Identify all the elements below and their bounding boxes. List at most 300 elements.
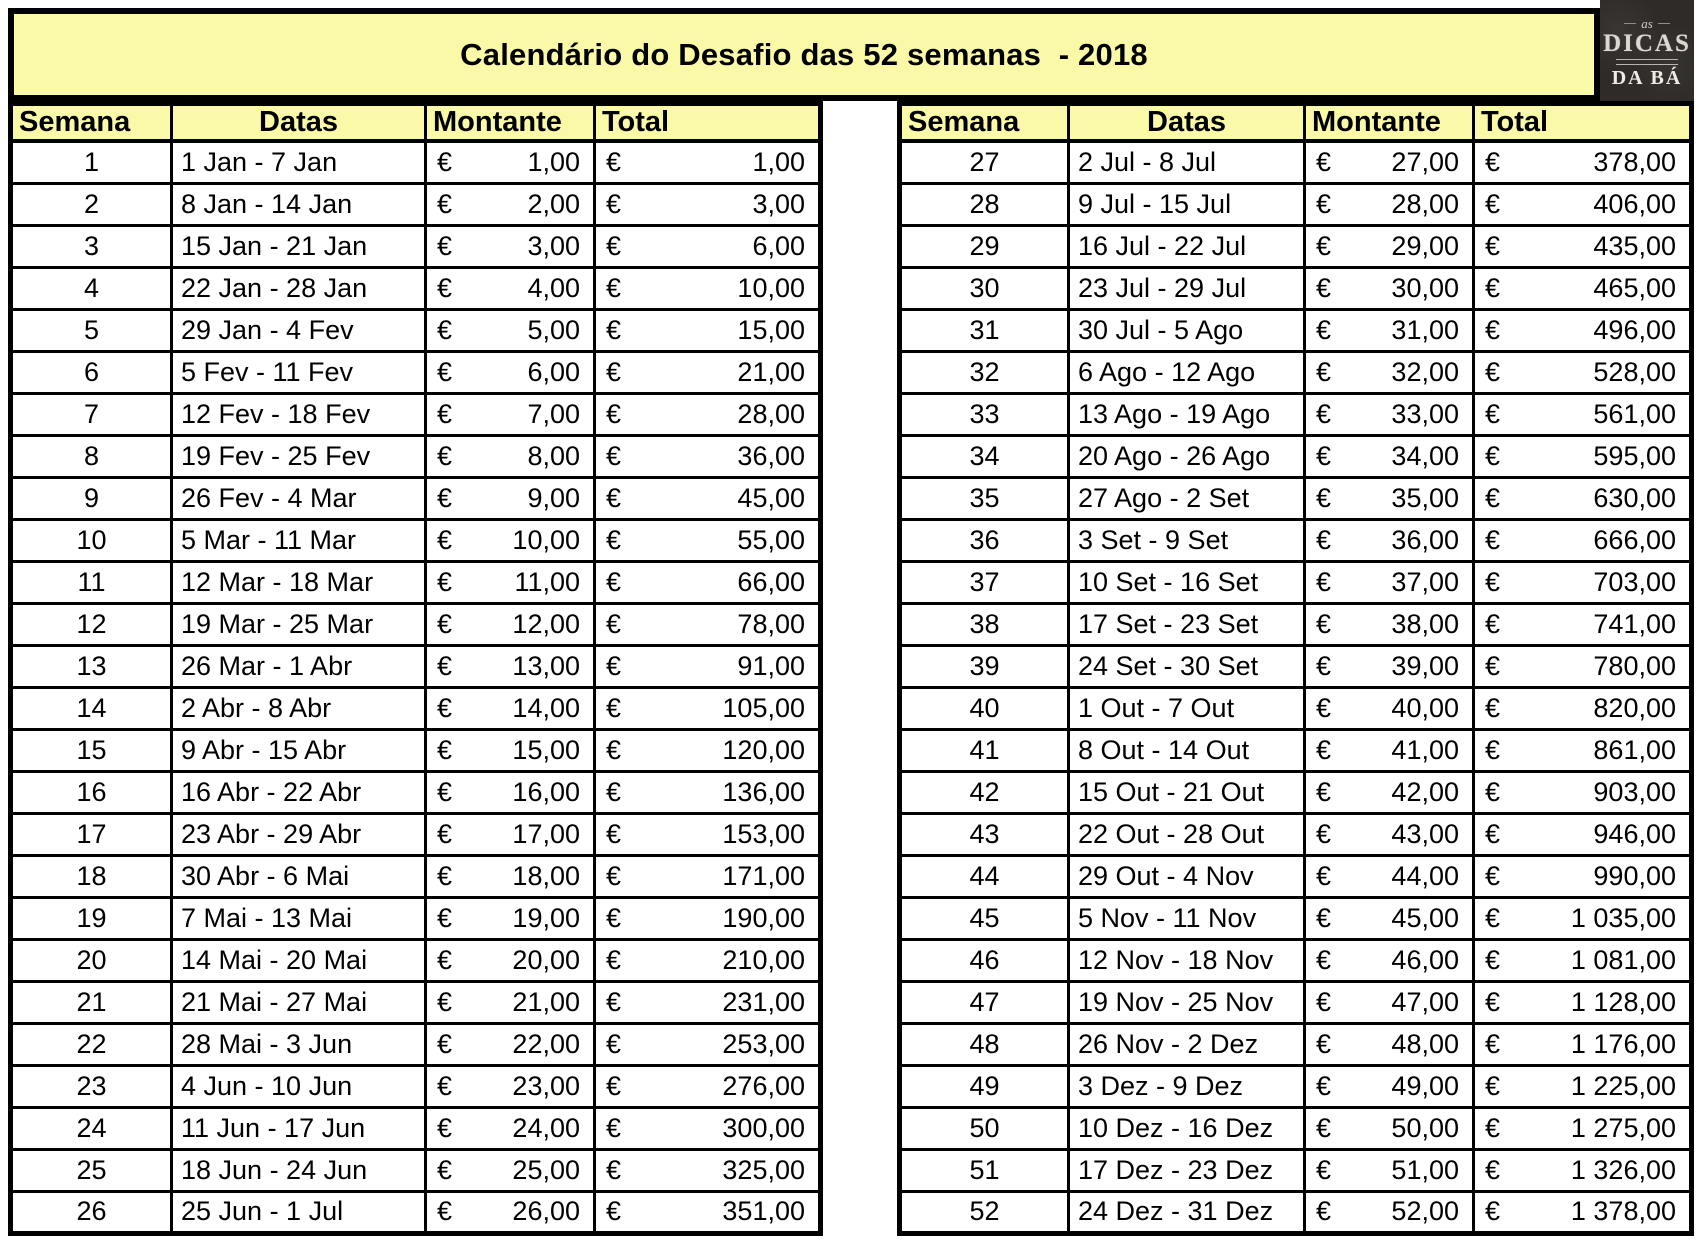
- table-row: [900, 855, 1692, 897]
- table-row: [11, 1065, 821, 1107]
- amount-value: 38,00: [1391, 608, 1459, 639]
- euro-sign: €: [1485, 398, 1501, 429]
- column-header-datas: Datas: [172, 104, 426, 142]
- week-number-cell: 49: [900, 1065, 1069, 1107]
- week-number-cell: 22: [11, 1023, 172, 1065]
- total-cell: [1474, 1065, 1692, 1107]
- total-cell: [1474, 267, 1692, 309]
- week-number-cell: 19: [11, 897, 172, 939]
- week-number-cell: 42: [900, 771, 1069, 813]
- table-row: [11, 267, 821, 309]
- montante-cell: [426, 393, 595, 435]
- euro-sign: €: [1485, 608, 1501, 639]
- amount-value: 44,00: [1391, 860, 1459, 891]
- euro-sign: €: [1485, 1070, 1501, 1101]
- week-number-cell: 37: [900, 561, 1069, 603]
- amount-value: 1 326,00: [1570, 1154, 1676, 1185]
- week-number-cell: 44: [900, 855, 1069, 897]
- dates-cell: 14 Mai - 20 Mai: [172, 939, 426, 981]
- table-row: [900, 561, 1692, 603]
- montante-cell: [426, 897, 595, 939]
- montante-cell: [1305, 813, 1474, 855]
- euro-sign: €: [1316, 1028, 1332, 1059]
- table-row: [11, 855, 821, 897]
- euro-sign: €: [437, 944, 453, 975]
- week-number-cell: 23: [11, 1065, 172, 1107]
- dates-cell: 30 Jul - 5 Ago: [1069, 309, 1305, 351]
- table-row: [900, 351, 1692, 393]
- euro-sign: €: [437, 860, 453, 891]
- montante-cell: [1305, 1149, 1474, 1191]
- table-row: [900, 1191, 1692, 1233]
- total-cell: [595, 225, 821, 267]
- amount-value: 10,00: [737, 272, 805, 303]
- euro-sign: €: [437, 692, 453, 723]
- amount-value: 190,00: [722, 902, 805, 933]
- table-row: [900, 981, 1692, 1023]
- amount-value: 3,00: [527, 230, 580, 261]
- amount-value: 231,00: [722, 986, 805, 1017]
- montante-cell: [1305, 309, 1474, 351]
- montante-cell: [1305, 561, 1474, 603]
- logo-divider: [1616, 59, 1678, 65]
- amount-value: 34,00: [1391, 440, 1459, 471]
- logo-word-as: as: [1624, 17, 1670, 30]
- dates-cell: 15 Out - 21 Out: [1069, 771, 1305, 813]
- total-cell: [595, 267, 821, 309]
- table-row: [11, 603, 821, 645]
- dates-cell: 29 Out - 4 Nov: [1069, 855, 1305, 897]
- amount-value: 3,00: [752, 188, 805, 219]
- week-number-cell: 8: [11, 435, 172, 477]
- montante-cell: [426, 141, 595, 183]
- euro-sign: €: [606, 482, 622, 513]
- amount-value: 47,00: [1391, 986, 1459, 1017]
- euro-sign: €: [1485, 146, 1501, 177]
- euro-sign: €: [606, 314, 622, 345]
- table-row: [11, 1149, 821, 1191]
- table-row: [11, 729, 821, 771]
- montante-cell: [426, 1023, 595, 1065]
- euro-sign: €: [1316, 356, 1332, 387]
- amount-value: 25,00: [512, 1154, 580, 1185]
- total-cell: [595, 1107, 821, 1149]
- amount-value: 276,00: [722, 1070, 805, 1101]
- dates-cell: 1 Out - 7 Out: [1069, 687, 1305, 729]
- euro-sign: €: [437, 608, 453, 639]
- column-header-datas: Datas: [1069, 104, 1305, 142]
- montante-cell: [1305, 393, 1474, 435]
- table-row: [900, 183, 1692, 225]
- amount-value: 15,00: [737, 314, 805, 345]
- week-number-cell: 36: [900, 519, 1069, 561]
- week-number-cell: 10: [11, 519, 172, 561]
- dates-cell: 3 Dez - 9 Dez: [1069, 1065, 1305, 1107]
- amount-value: 14,00: [512, 692, 580, 723]
- week-number-cell: 18: [11, 855, 172, 897]
- amount-value: 1 378,00: [1570, 1196, 1676, 1226]
- montante-cell: [426, 771, 595, 813]
- euro-sign: €: [437, 524, 453, 555]
- montante-cell: [426, 477, 595, 519]
- total-cell: [1474, 225, 1692, 267]
- amount-value: 16,00: [512, 776, 580, 807]
- amount-value: 15,00: [512, 734, 580, 765]
- column-header-montante: Montante: [426, 104, 595, 142]
- amount-value: 22,00: [512, 1028, 580, 1059]
- euro-sign: €: [606, 1070, 622, 1101]
- total-cell: [1474, 813, 1692, 855]
- amount-value: 45,00: [737, 482, 805, 513]
- week-number-cell: 48: [900, 1023, 1069, 1065]
- montante-cell: [426, 183, 595, 225]
- euro-sign: €: [437, 230, 453, 261]
- table-row: [900, 519, 1692, 561]
- dates-cell: 9 Abr - 15 Abr: [172, 729, 426, 771]
- euro-sign: €: [606, 1154, 622, 1185]
- euro-sign: €: [437, 1028, 453, 1059]
- euro-sign: €: [437, 188, 453, 219]
- amount-value: 105,00: [722, 692, 805, 723]
- table-row: [900, 1107, 1692, 1149]
- table-row: [11, 393, 821, 435]
- week-number-cell: 15: [11, 729, 172, 771]
- total-cell: [1474, 1191, 1692, 1233]
- total-cell: [1474, 687, 1692, 729]
- amount-value: 496,00: [1593, 314, 1676, 345]
- amount-value: 9,00: [527, 482, 580, 513]
- amount-value: 630,00: [1593, 482, 1676, 513]
- logo-word-dicas: DICAS: [1603, 29, 1691, 57]
- amount-value: 4,00: [527, 272, 580, 303]
- euro-sign: €: [1316, 146, 1332, 177]
- montante-cell: [1305, 981, 1474, 1023]
- table-row: [900, 729, 1692, 771]
- table-row: [900, 939, 1692, 981]
- total-cell: [595, 1023, 821, 1065]
- amount-value: 52,00: [1391, 1196, 1459, 1226]
- header-row: [900, 104, 1692, 142]
- amount-value: 36,00: [737, 440, 805, 471]
- euro-sign: €: [1316, 650, 1332, 681]
- amount-value: 300,00: [722, 1112, 805, 1143]
- euro-sign: €: [1316, 230, 1332, 261]
- montante-cell: [1305, 855, 1474, 897]
- euro-sign: €: [1316, 944, 1332, 975]
- table-row: [900, 603, 1692, 645]
- amount-value: 30,00: [1391, 272, 1459, 303]
- logo-word-daba: DA BÁ: [1611, 67, 1683, 90]
- table-row: [11, 1023, 821, 1065]
- amount-value: 1,00: [752, 146, 805, 177]
- amount-value: 741,00: [1593, 608, 1676, 639]
- montante-cell: [1305, 939, 1474, 981]
- amount-value: 49,00: [1391, 1070, 1459, 1101]
- euro-sign: €: [1316, 1196, 1332, 1226]
- euro-sign: €: [1485, 524, 1501, 555]
- euro-sign: €: [437, 650, 453, 681]
- total-cell: [1474, 1149, 1692, 1191]
- euro-sign: €: [1485, 776, 1501, 807]
- week-number-cell: 6: [11, 351, 172, 393]
- total-cell: [595, 729, 821, 771]
- montante-cell: [1305, 183, 1474, 225]
- montante-cell: [1305, 687, 1474, 729]
- total-cell: [595, 1065, 821, 1107]
- table-row: [11, 225, 821, 267]
- total-cell: [595, 309, 821, 351]
- dates-cell: 11 Jun - 17 Jun: [172, 1107, 426, 1149]
- montante-cell: [426, 1149, 595, 1191]
- total-cell: [1474, 645, 1692, 687]
- brand-logo: [1600, 0, 1694, 101]
- euro-sign: €: [437, 1154, 453, 1185]
- total-cell: [595, 771, 821, 813]
- euro-sign: €: [606, 1196, 622, 1226]
- euro-sign: €: [606, 902, 622, 933]
- amount-value: 666,00: [1593, 524, 1676, 555]
- dates-cell: 26 Nov - 2 Dez: [1069, 1023, 1305, 1065]
- amount-value: 12,00: [512, 608, 580, 639]
- euro-sign: €: [437, 314, 453, 345]
- dates-cell: 30 Abr - 6 Mai: [172, 855, 426, 897]
- total-cell: [1474, 183, 1692, 225]
- week-number-cell: 29: [900, 225, 1069, 267]
- amount-value: 50,00: [1391, 1112, 1459, 1143]
- euro-sign: €: [1485, 482, 1501, 513]
- amount-value: 406,00: [1593, 188, 1676, 219]
- euro-sign: €: [606, 944, 622, 975]
- euro-sign: €: [606, 1112, 622, 1143]
- table-row: [11, 813, 821, 855]
- euro-sign: €: [1485, 944, 1501, 975]
- amount-value: 13,00: [512, 650, 580, 681]
- euro-sign: €: [1485, 272, 1501, 303]
- euro-sign: €: [606, 650, 622, 681]
- weeks-table-left: [8, 101, 823, 1236]
- amount-value: 1 035,00: [1570, 902, 1676, 933]
- montante-cell: [426, 351, 595, 393]
- total-cell: [595, 939, 821, 981]
- total-cell: [595, 477, 821, 519]
- dates-cell: 27 Ago - 2 Set: [1069, 477, 1305, 519]
- dates-cell: 3 Set - 9 Set: [1069, 519, 1305, 561]
- amount-value: 31,00: [1391, 314, 1459, 345]
- amount-value: 378,00: [1593, 146, 1676, 177]
- euro-sign: €: [606, 1028, 622, 1059]
- table-row: [11, 1191, 821, 1233]
- euro-sign: €: [606, 818, 622, 849]
- table-row: [900, 687, 1692, 729]
- euro-sign: €: [606, 188, 622, 219]
- dates-cell: 5 Mar - 11 Mar: [172, 519, 426, 561]
- amount-value: 26,00: [512, 1196, 580, 1226]
- table-row: [900, 1065, 1692, 1107]
- montante-cell: [1305, 267, 1474, 309]
- dates-cell: 17 Dez - 23 Dez: [1069, 1149, 1305, 1191]
- amount-value: 19,00: [512, 902, 580, 933]
- euro-sign: €: [1485, 314, 1501, 345]
- total-cell: [595, 435, 821, 477]
- amount-value: 595,00: [1593, 440, 1676, 471]
- euro-sign: €: [606, 398, 622, 429]
- euro-sign: €: [1485, 188, 1501, 219]
- dates-cell: 23 Jul - 29 Jul: [1069, 267, 1305, 309]
- amount-value: 820,00: [1593, 692, 1676, 723]
- euro-sign: €: [606, 692, 622, 723]
- amount-value: 561,00: [1593, 398, 1676, 429]
- montante-cell: [1305, 141, 1474, 183]
- montante-cell: [426, 855, 595, 897]
- table-row: [900, 225, 1692, 267]
- week-number-cell: 21: [11, 981, 172, 1023]
- euro-sign: €: [606, 146, 622, 177]
- total-cell: [1474, 141, 1692, 183]
- euro-sign: €: [606, 734, 622, 765]
- montante-cell: [1305, 645, 1474, 687]
- montante-cell: [426, 1107, 595, 1149]
- table-row: [900, 1149, 1692, 1191]
- euro-sign: €: [1485, 902, 1501, 933]
- euro-sign: €: [1485, 230, 1501, 261]
- table-row: [11, 1107, 821, 1149]
- total-cell: [1474, 897, 1692, 939]
- montante-cell: [1305, 477, 1474, 519]
- total-cell: [595, 981, 821, 1023]
- total-cell: [1474, 393, 1692, 435]
- dates-cell: 12 Nov - 18 Nov: [1069, 939, 1305, 981]
- week-number-cell: 30: [900, 267, 1069, 309]
- week-number-cell: 35: [900, 477, 1069, 519]
- dates-cell: 23 Abr - 29 Abr: [172, 813, 426, 855]
- euro-sign: €: [1316, 902, 1332, 933]
- euro-sign: €: [1316, 986, 1332, 1017]
- euro-sign: €: [1316, 398, 1332, 429]
- montante-cell: [426, 939, 595, 981]
- amount-value: 1 275,00: [1570, 1112, 1676, 1143]
- dates-cell: 6 Ago - 12 Ago: [1069, 351, 1305, 393]
- dates-cell: 28 Mai - 3 Jun: [172, 1023, 426, 1065]
- euro-sign: €: [1316, 818, 1332, 849]
- euro-sign: €: [1316, 188, 1332, 219]
- amount-value: 1 128,00: [1570, 986, 1676, 1017]
- euro-sign: €: [1316, 566, 1332, 597]
- euro-sign: €: [437, 398, 453, 429]
- week-number-cell: 25: [11, 1149, 172, 1191]
- amount-value: 20,00: [512, 944, 580, 975]
- euro-sign: €: [1485, 1112, 1501, 1143]
- montante-cell: [1305, 771, 1474, 813]
- montante-cell: [426, 645, 595, 687]
- amount-value: 28,00: [737, 398, 805, 429]
- table-row: [900, 813, 1692, 855]
- dates-cell: 19 Fev - 25 Fev: [172, 435, 426, 477]
- montante-cell: [1305, 897, 1474, 939]
- total-cell: [1474, 855, 1692, 897]
- dates-cell: 26 Mar - 1 Abr: [172, 645, 426, 687]
- week-number-cell: 52: [900, 1191, 1069, 1233]
- euro-sign: €: [437, 356, 453, 387]
- amount-value: 45,00: [1391, 902, 1459, 933]
- week-number-cell: 40: [900, 687, 1069, 729]
- amount-value: 48,00: [1391, 1028, 1459, 1059]
- dates-cell: 13 Ago - 19 Ago: [1069, 393, 1305, 435]
- dates-cell: 4 Jun - 10 Jun: [172, 1065, 426, 1107]
- amount-value: 42,00: [1391, 776, 1459, 807]
- dates-cell: 12 Fev - 18 Fev: [172, 393, 426, 435]
- dates-cell: 10 Dez - 16 Dez: [1069, 1107, 1305, 1149]
- amount-value: 21,00: [737, 356, 805, 387]
- week-number-cell: 41: [900, 729, 1069, 771]
- dates-cell: 22 Out - 28 Out: [1069, 813, 1305, 855]
- euro-sign: €: [437, 776, 453, 807]
- total-cell: [1474, 309, 1692, 351]
- amount-value: 780,00: [1593, 650, 1676, 681]
- dates-cell: 16 Abr - 22 Abr: [172, 771, 426, 813]
- amount-value: 528,00: [1593, 356, 1676, 387]
- amount-value: 253,00: [722, 1028, 805, 1059]
- euro-sign: €: [606, 986, 622, 1017]
- week-number-cell: 33: [900, 393, 1069, 435]
- header-row: [11, 104, 821, 142]
- dates-cell: 29 Jan - 4 Fev: [172, 309, 426, 351]
- amount-value: 32,00: [1391, 356, 1459, 387]
- dates-cell: 2 Jul - 8 Jul: [1069, 141, 1305, 183]
- dates-cell: 9 Jul - 15 Jul: [1069, 183, 1305, 225]
- total-cell: [595, 183, 821, 225]
- total-cell: [595, 141, 821, 183]
- amount-value: 210,00: [722, 944, 805, 975]
- amount-value: 46,00: [1391, 944, 1459, 975]
- amount-value: 2,00: [527, 188, 580, 219]
- total-cell: [1474, 981, 1692, 1023]
- total-cell: [595, 519, 821, 561]
- euro-sign: €: [437, 482, 453, 513]
- table-row: [11, 981, 821, 1023]
- dates-cell: 19 Mar - 25 Mar: [172, 603, 426, 645]
- euro-sign: €: [437, 902, 453, 933]
- euro-sign: €: [606, 566, 622, 597]
- table-row: [11, 477, 821, 519]
- euro-sign: €: [606, 356, 622, 387]
- euro-sign: €: [1485, 818, 1501, 849]
- dates-cell: 16 Jul - 22 Jul: [1069, 225, 1305, 267]
- amount-value: 29,00: [1391, 230, 1459, 261]
- amount-value: 946,00: [1593, 818, 1676, 849]
- montante-cell: [1305, 225, 1474, 267]
- week-number-cell: 47: [900, 981, 1069, 1023]
- week-number-cell: 28: [900, 183, 1069, 225]
- euro-sign: €: [1485, 734, 1501, 765]
- euro-sign: €: [1485, 1196, 1501, 1226]
- table-row: [900, 267, 1692, 309]
- amount-value: 91,00: [737, 650, 805, 681]
- euro-sign: €: [606, 776, 622, 807]
- week-number-cell: 9: [11, 477, 172, 519]
- amount-value: 78,00: [737, 608, 805, 639]
- euro-sign: €: [606, 860, 622, 891]
- amount-value: 351,00: [722, 1196, 805, 1226]
- week-number-cell: 2: [11, 183, 172, 225]
- dates-cell: 12 Mar - 18 Mar: [172, 561, 426, 603]
- total-cell: [595, 603, 821, 645]
- week-number-cell: 34: [900, 435, 1069, 477]
- amount-value: 55,00: [737, 524, 805, 555]
- amount-value: 1,00: [527, 146, 580, 177]
- amount-value: 1 225,00: [1570, 1070, 1676, 1101]
- amount-value: 990,00: [1593, 860, 1676, 891]
- table-row: [11, 771, 821, 813]
